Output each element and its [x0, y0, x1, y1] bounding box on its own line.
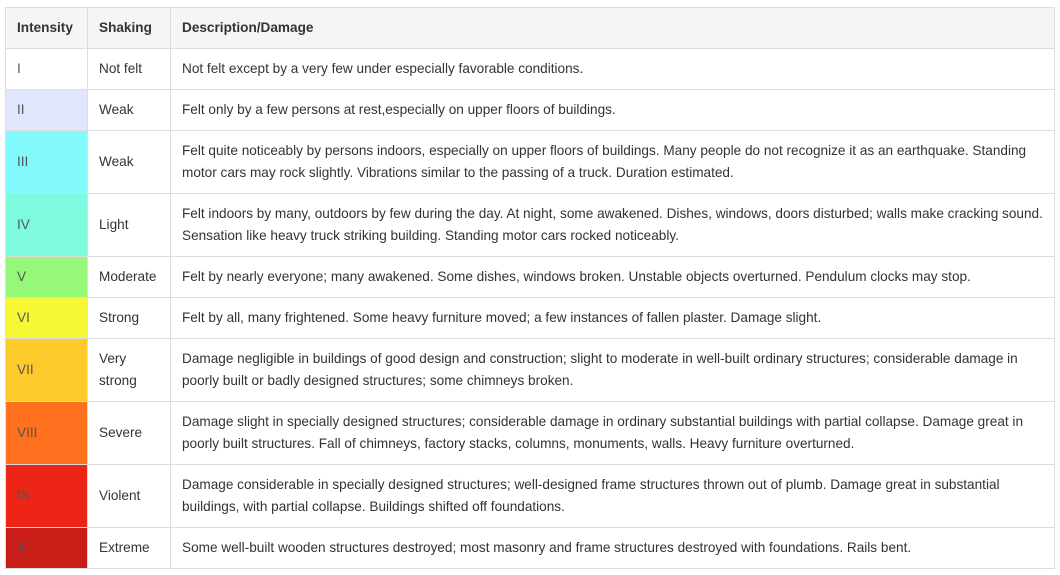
- intensity-cell: II: [6, 90, 88, 131]
- table-row: [6, 465, 1055, 528]
- shaking-cell: Severe: [88, 402, 171, 465]
- description-cell: Damage negligible in buildings of good design and construction; slight to moderate in well-built ordinary structures; considerable damage in poorly built or badly designed structures; some chimneys broken.: [171, 339, 1055, 402]
- table-header-row: [6, 8, 1055, 49]
- intensity-cell: V: [6, 257, 88, 298]
- table-row: [6, 339, 1055, 402]
- intensity-cell: X: [6, 528, 88, 569]
- description-cell: Felt quite noticeably by persons indoors, especially on upper floors of buildings. Many people do not recognize it as an earthquake. Standing motor cars may rock slightly. Vibrations similar to the passing of a truck. Duration estimated.: [171, 131, 1055, 194]
- table-row: [6, 257, 1055, 298]
- shaking-cell: Violent: [88, 465, 171, 528]
- shaking-cell: Moderate: [88, 257, 171, 298]
- description-cell: Felt by all, many frightened. Some heavy furniture moved; a few instances of fallen plaster. Damage slight.: [171, 298, 1055, 339]
- intensity-cell: VI: [6, 298, 88, 339]
- description-cell: Damage slight in specially designed structures; considerable damage in ordinary substantial buildings with partial collapse. Damage great in poorly built structures. Fall of chimneys, factory stacks, columns, monuments, walls. Heavy furniture overturned.: [171, 402, 1055, 465]
- table-row: [6, 90, 1055, 131]
- table-row: [6, 402, 1055, 465]
- description-cell: Felt only by a few persons at rest,especially on upper floors of buildings.: [171, 90, 1055, 131]
- table-row: [6, 49, 1055, 90]
- shaking-cell: Not felt: [88, 49, 171, 90]
- table-row: [6, 298, 1055, 339]
- header-intensity: Intensity: [6, 8, 88, 49]
- description-cell: Felt by nearly everyone; many awakened. Some dishes, windows broken. Unstable objects overturned. Pendulum clocks may stop.: [171, 257, 1055, 298]
- intensity-cell: IX: [6, 465, 88, 528]
- description-cell: Felt indoors by many, outdoors by few during the day. At night, some awakened. Dishes, windows, doors disturbed; walls make cracking sound. Sensation like heavy truck striking building. Standing motor cars rocked noticeably.: [171, 194, 1055, 257]
- intensity-cell: IV: [6, 194, 88, 257]
- table-row: [6, 528, 1055, 569]
- shaking-cell: Weak: [88, 131, 171, 194]
- shaking-cell: Light: [88, 194, 171, 257]
- description-cell: Not felt except by a very few under especially favorable conditions.: [171, 49, 1055, 90]
- header-shaking: Shaking: [88, 8, 171, 49]
- mercalli-intensity-table: [5, 7, 1055, 569]
- description-cell: Some well-built wooden structures destroyed; most masonry and frame structures destroyed with foundations. Rails bent.: [171, 528, 1055, 569]
- table-row: [6, 131, 1055, 194]
- header-description: Description/Damage: [171, 8, 1055, 49]
- table-row: [6, 194, 1055, 257]
- intensity-cell: VII: [6, 339, 88, 402]
- intensity-cell: III: [6, 131, 88, 194]
- shaking-cell: Strong: [88, 298, 171, 339]
- intensity-cell: VIII: [6, 402, 88, 465]
- shaking-cell: Weak: [88, 90, 171, 131]
- intensity-cell: I: [6, 49, 88, 90]
- description-cell: Damage considerable in specially designed structures; well-designed frame structures thrown out of plumb. Damage great in substantial buildings, with partial collapse. Buildings shifted off foundations.: [171, 465, 1055, 528]
- shaking-cell: Extreme: [88, 528, 171, 569]
- shaking-cell: Very strong: [88, 339, 171, 402]
